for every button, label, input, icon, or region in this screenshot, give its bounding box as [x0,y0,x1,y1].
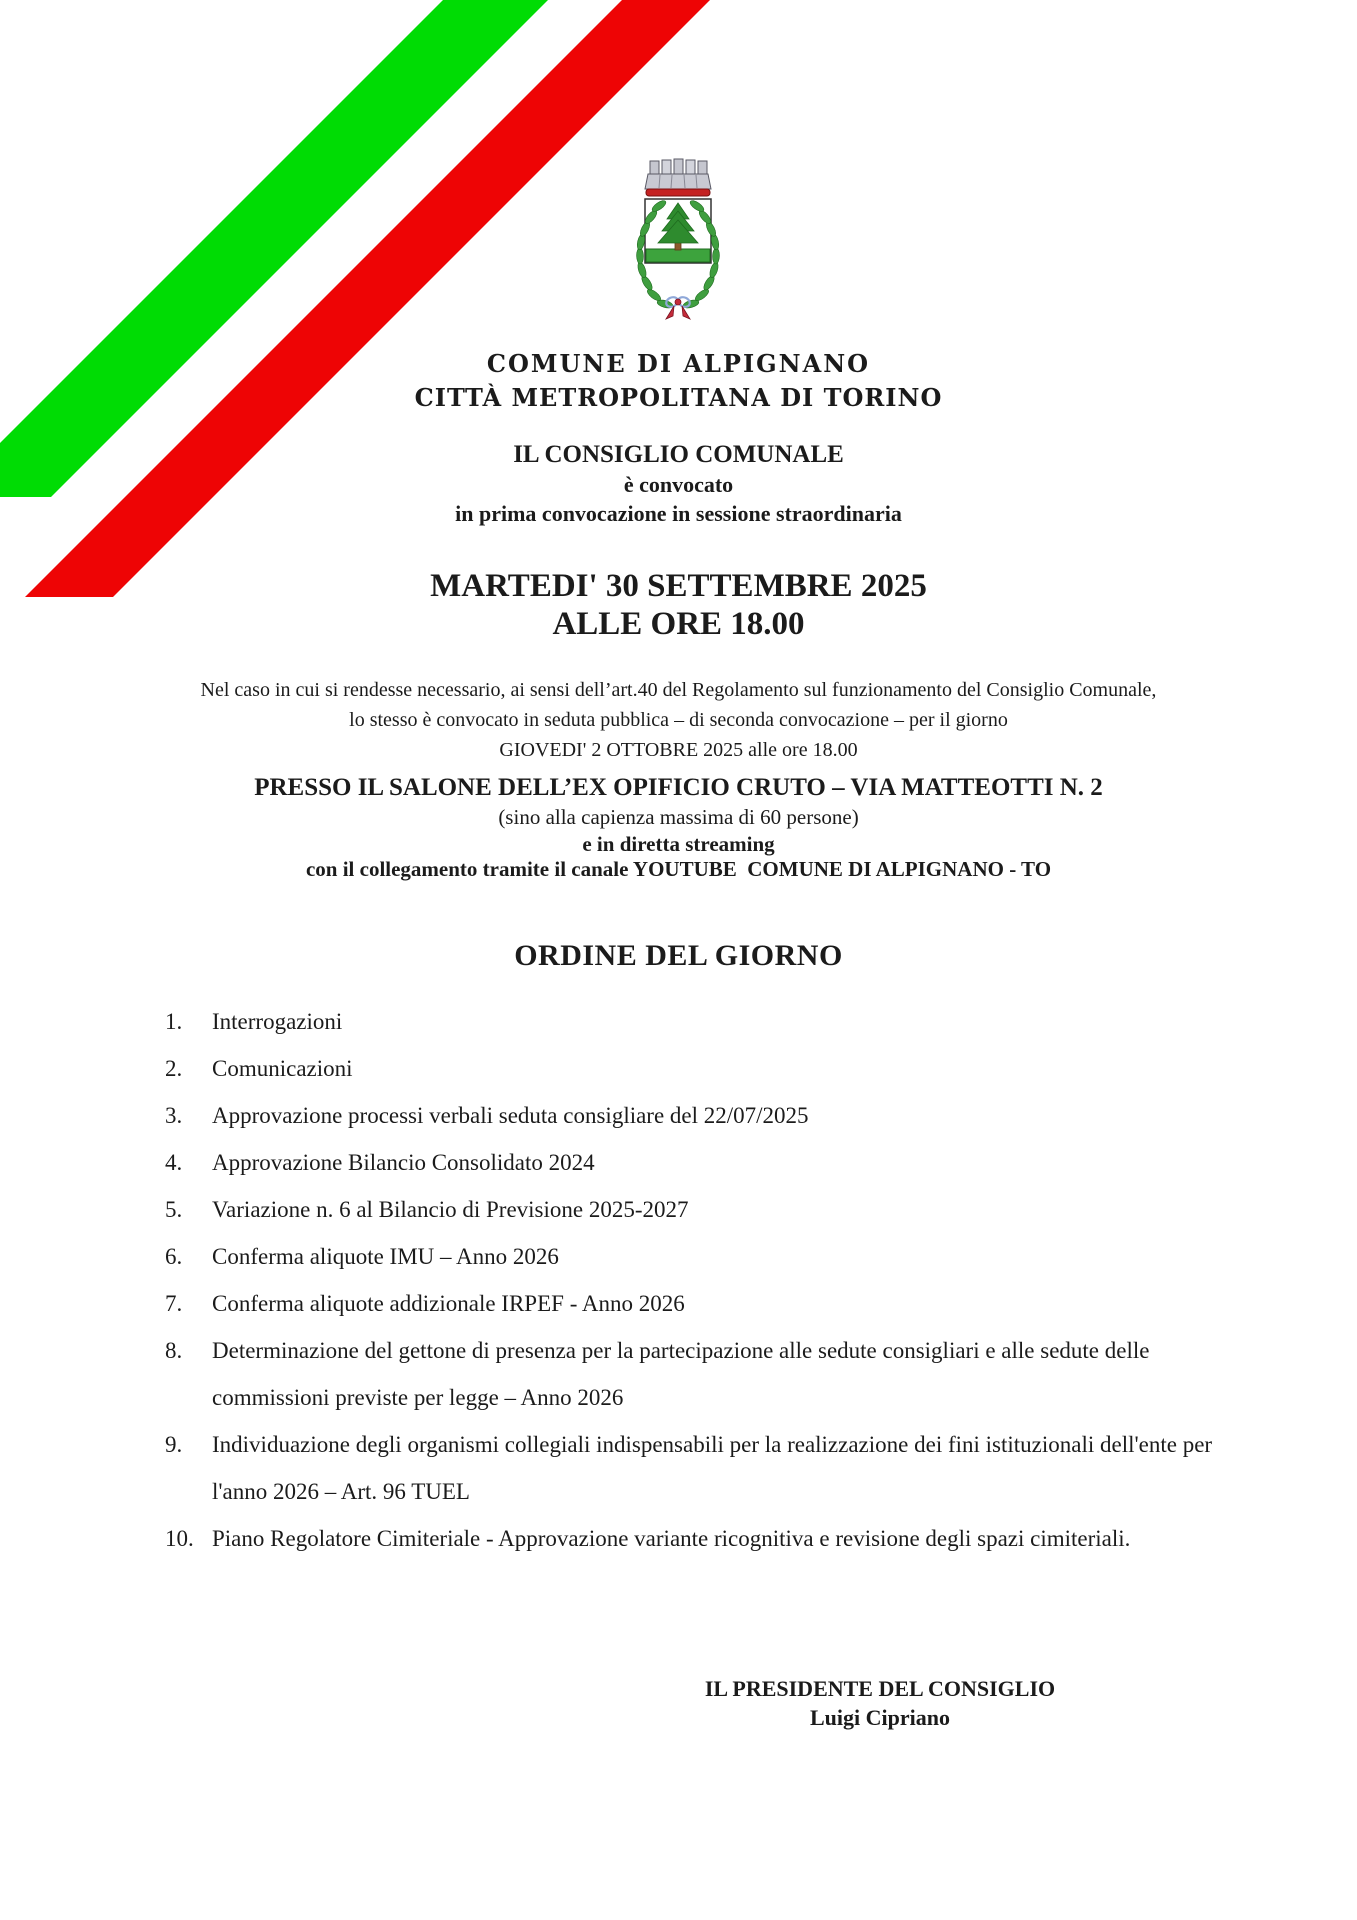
meeting-time: ALLE ORE 18.00 [552,606,805,642]
agenda-item-6 [120,1233,1240,1280]
agenda-item-text: Determinazione del gettone di presenza per la partecipazione alle sedute consigliari e alle sedute delle commissioni previste per legge – Anno 2026 [212,1338,1150,1410]
agenda-item-number: 3. [165,1103,183,1128]
municipality-name: COMUNE DI ALPIGNANO [486,349,871,378]
agenda-item-9 [120,1421,1240,1515]
signature-name: Luigi Cipriano [810,1705,950,1730]
agenda-item-text: Piano Regolatore Cimiteriale - Approvazione variante ricognitiva e revisione degli spazi cimiteriali. [212,1526,1131,1551]
second-call-line-1: Nel caso in cui si rendesse necessario, ai sensi dell’art.40 del Regolamento sul funzionamento del Consiglio Comunale, [200,679,1157,701]
agenda-item-text: Conferma aliquote IMU – Anno 2026 [212,1244,559,1269]
meeting-date: MARTEDI' 30 SETTEMBRE 2025 [430,568,927,604]
agenda-item-number: 8. [165,1338,183,1363]
agenda-title: ORDINE DEL GIORNO [514,939,843,972]
agenda-item-2 [120,1045,1240,1092]
agenda-item-text: Approvazione processi verbali seduta consigliare del 22/07/2025 [212,1103,809,1128]
streaming-line-2: con il collegamento tramite il canale YOUTUBE COMUNE DI ALPIGNANO - TO [305,857,1052,881]
agenda-item-text: Comunicazioni [212,1056,353,1081]
agenda-item-number: 5. [165,1197,183,1222]
agenda-item-number: 2. [165,1056,183,1081]
agenda-item-1 [120,998,1240,1045]
agenda-item-number: 1. [165,1009,183,1034]
mural-crown-icon [645,159,711,196]
agenda-item-number: 6. [165,1244,183,1269]
agenda-item-number: 9. [165,1432,183,1457]
streaming-line-1: e in diretta streaming [582,832,775,856]
signature-block [600,1674,1160,1732]
agenda-item-number: 4. [165,1150,183,1175]
venue-line: PRESSO IL SALONE DELL’EX OPIFICIO CRUTO – VIA MATTEOTTI N. 2 [254,774,1103,801]
second-call-date: GIOVEDI' 2 OTTOBRE 2025 alle ore 18.00 [499,739,858,761]
agenda-item-5 [120,1186,1240,1233]
agenda-item-number: 10. [165,1526,194,1551]
convocation-line-2: in prima convocazione in sessione straordinaria [455,501,902,526]
agenda-item-text: Variazione n. 6 al Bilancio di Previsione 2025-2027 [212,1197,689,1222]
agenda-item-3 [120,1092,1240,1139]
council-title: IL CONSIGLIO COMUNALE [513,441,844,468]
agenda-item-text: Conferma aliquote addizionale IRPEF - Anno 2026 [212,1291,685,1316]
ribbon-bow-icon [665,295,692,319]
signature-role: IL PRESIDENTE DEL CONSIGLIO [704,1676,1056,1701]
agenda-item-7 [120,1280,1240,1327]
capacity-note: (sino alla capienza massima di 60 persone) [498,805,859,829]
municipal-coat-of-arms [603,153,753,321]
province-name: CITTÀ METROPOLITANA DI TORINO [414,383,943,412]
agenda-item-8 [120,1327,1240,1421]
agenda-list [120,998,1240,1562]
agenda-item-number: 7. [165,1291,183,1316]
agenda-item-text: Interrogazioni [212,1009,343,1034]
convocation-line-1: è convocato [623,472,734,497]
agenda-item-text: Approvazione Bilancio Consolidato 2024 [212,1150,595,1175]
agenda-item-text: Individuazione degli organismi collegiali indispensabili per la realizzazione dei fini istituzionali dell'ente per l'anno 2026 – Art. 96 TUEL [212,1432,1213,1504]
agenda-item-10 [120,1515,1240,1562]
agenda-item-4 [120,1139,1240,1186]
second-call-line-2: lo stesso è convocato in seduta pubblica – di seconda convocazione – per il giorno [349,709,1008,731]
second-call-paragraph [40,675,1317,765]
